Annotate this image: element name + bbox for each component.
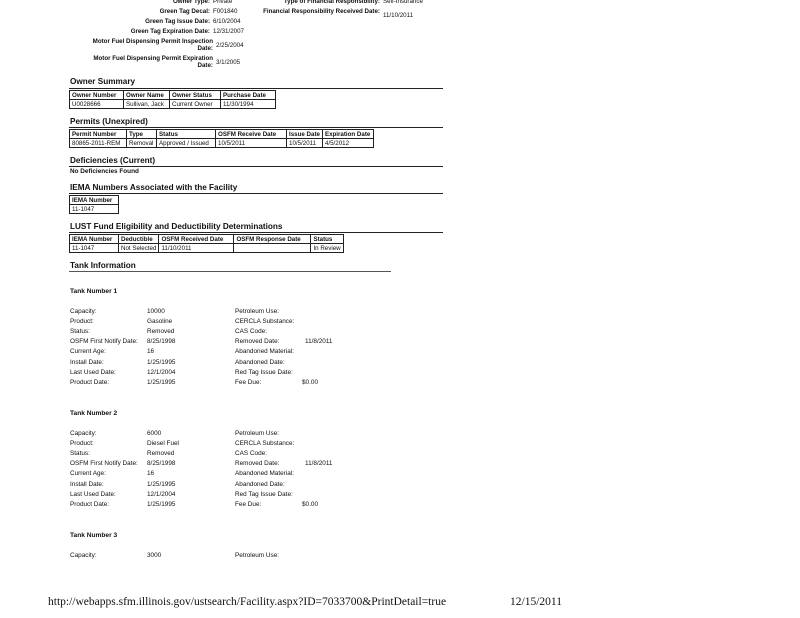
deficiencies-rule <box>69 166 443 167</box>
column-header: OSFM Receive Date <box>216 130 287 139</box>
table-cell: 11-1047 <box>70 244 119 253</box>
iema-title: IEMA Numbers Associated with the Facility <box>70 183 238 192</box>
column-header: Expiration Date <box>322 130 373 139</box>
header-value-green-tag-decal: F001840 <box>213 8 238 15</box>
permits-rule <box>69 127 443 128</box>
deficiencies-text: No Deficiencies Found <box>70 168 139 175</box>
header-label-financial-received: Financial Responsibility Received Date: <box>263 8 380 15</box>
table-cell: Approved / Issued <box>157 139 216 148</box>
tank-field-value: 1/25/1995 <box>147 378 176 386</box>
tank-field-label: CAS Code: <box>235 328 267 336</box>
table-cell: 11/10/2011 <box>159 244 234 253</box>
tank-field-value: 16 <box>147 348 155 356</box>
tank-field-value: Diesel Fuel <box>147 440 179 448</box>
table-cell: Current Owner <box>170 100 221 109</box>
column-header: Owner Status <box>170 91 221 100</box>
tank-field-value: 16 <box>147 470 155 478</box>
column-header: Purchase Date <box>221 91 276 100</box>
tank-field-label: OSFM First Notify Date: <box>70 460 138 468</box>
tank-field-label: Product Date: <box>70 500 110 508</box>
tank-field-value: 11/8/2011 <box>305 460 333 468</box>
tank-field-label: Abandoned Material: <box>235 348 294 356</box>
header-label-owner-type: Owner Type: <box>172 0 210 5</box>
column-header: OSFM Response Date <box>234 235 311 244</box>
tank-field-label: Fee Due: <box>235 378 262 386</box>
table-cell <box>234 244 311 253</box>
owner-summary-table <box>69 90 276 109</box>
tank-field-label: Current Age: <box>70 470 106 478</box>
header-value-financial-received: 11/10/2011 <box>383 12 414 19</box>
tank-title: Tank Number 1 <box>70 288 118 295</box>
tank-field-label: Current Age: <box>70 348 106 356</box>
table-cell: In Review <box>311 244 344 253</box>
table-cell: 10/5/2011 <box>287 139 323 148</box>
column-header: IEMA Number <box>70 235 119 244</box>
footer-url: http://webapps.sfm.illinois.gov/ustsearch/Facility.aspx?ID=7033700&PrintDetail=true <box>48 596 447 608</box>
tank-field-label: Capacity: <box>70 430 97 437</box>
column-header: Status <box>311 235 344 244</box>
tank-field-value: 1/25/1995 <box>147 358 176 366</box>
tank-field-value: $0.00 <box>302 378 318 386</box>
permits-title: Permits (Unexpired) <box>70 117 148 126</box>
table-header-row <box>70 196 119 205</box>
tank-field-value: $0.00 <box>302 500 318 508</box>
tank-field-label: Capacity: <box>70 308 97 315</box>
table-row <box>70 139 374 148</box>
header-value-mfd-inspection: 2/25/2004 <box>216 42 244 49</box>
header-value-mfd-expiration: 3/1/2005 <box>216 59 241 66</box>
column-header: Owner Name <box>124 91 170 100</box>
tank-field-label: Last Used Date: <box>70 368 116 376</box>
header-value-green-tag-expiration: 12/31/2007 <box>213 28 244 35</box>
column-header: Permit Number <box>70 130 127 139</box>
tank-field-label: Abandoned Date: <box>235 480 285 488</box>
lust-title: LUST Fund Eligibility and Deductibility Determinations <box>70 222 283 231</box>
tank-title: Tank Number 2 <box>70 410 118 417</box>
iema-rule <box>69 193 443 194</box>
tank-field-label: Fee Due: <box>235 500 262 508</box>
tank-field-label: Abandoned Date: <box>235 358 285 366</box>
tank-field-value: 8/25/1998 <box>147 460 176 468</box>
iema-table <box>69 195 119 214</box>
table-header-row <box>70 235 344 244</box>
column-header: Issue Date <box>287 130 323 139</box>
tank-field-label: Install Date: <box>70 480 104 488</box>
tank-field-label: Red Tag Issue Date: <box>235 368 293 376</box>
table-header-row <box>70 130 374 139</box>
tank-field-label: Red Tag Issue Date: <box>235 490 293 498</box>
tank-info-rule <box>69 271 391 272</box>
header-label-mfd-expiration: Motor Fuel Dispensing Permit Expiration Date: <box>93 55 213 69</box>
footer-date: 12/15/2011 <box>510 596 562 608</box>
header-value-financial-type: Self-Insurance <box>383 0 423 5</box>
column-header: Type <box>127 130 157 139</box>
tank-field-label: Status: <box>70 328 90 336</box>
tank-field-value: 12/1/2004 <box>147 490 176 498</box>
tank-field-label: CERCLA Substance: <box>235 440 295 448</box>
header-value-owner-type: Private <box>213 0 233 5</box>
column-header: Deductible <box>119 235 159 244</box>
header-label-green-tag-expiration: Green Tag Expiration Date: <box>130 28 210 35</box>
table-row <box>70 100 276 109</box>
tank-field-value: Removed <box>147 328 175 336</box>
table-cell: U0028666 <box>70 100 124 109</box>
tank-field-value: 10000 <box>147 308 165 315</box>
tank-field-label: OSFM First Notify Date: <box>70 338 138 346</box>
tank-field-label: Abandoned Material: <box>235 470 294 478</box>
table-cell: Sullivan, Jack <box>124 100 170 109</box>
tank-field-label: Removed Date: <box>235 460 280 468</box>
header-value-green-tag-issue: 6/10/2004 <box>213 18 241 25</box>
tank-field-label: Product: <box>70 318 94 326</box>
column-header: IEMA Number <box>70 196 119 205</box>
header-label-mfd-inspection: Motor Fuel Dispensing Permit Inspection Date: <box>92 38 213 52</box>
header-label-financial-type: Type of Financial Responsibility: <box>283 0 380 5</box>
table-cell: 80865-2011-REM <box>70 139 127 148</box>
tank-field-label: Petroleum Use: <box>235 552 280 559</box>
tank-field-value: 3000 <box>147 552 162 559</box>
header-label-green-tag-issue: Green Tag Issue Date: <box>145 18 210 25</box>
tank-field-label: Status: <box>70 450 90 458</box>
table-cell: Not Selected <box>119 244 159 253</box>
table-cell: 11-1047 <box>70 205 119 214</box>
deficiencies-title: Deficiencies (Current) <box>70 156 156 165</box>
tank-field-label: Petroleum Use: <box>235 430 280 437</box>
header-label-green-tag-decal: Green Tag Decal: <box>159 8 210 15</box>
tank-field-label: Install Date: <box>70 358 104 366</box>
column-header: Status <box>157 130 216 139</box>
tank-field-value: 1/25/1995 <box>147 480 176 488</box>
table-cell: 11/30/1994 <box>221 100 276 109</box>
table-header-row <box>70 91 276 100</box>
tank-field-value: 6000 <box>147 430 162 437</box>
tank-field-value: Removed <box>147 450 175 458</box>
tank-field-label: Capacity: <box>70 552 97 559</box>
tank-field-value: 1/25/1995 <box>147 500 176 508</box>
tank-field-label: Removed Date: <box>235 338 280 346</box>
lust-rule <box>69 232 443 233</box>
column-header: OSFM Received Date <box>159 235 234 244</box>
table-row <box>70 205 119 214</box>
owner-summary-title: Owner Summary <box>70 77 136 86</box>
tank-title: Tank Number 3 <box>70 532 118 539</box>
table-cell: 10/5/2011 <box>216 139 287 148</box>
lust-table <box>69 234 344 253</box>
tank-field-label: Last Used Date: <box>70 490 116 498</box>
tank-field-label: Petroleum Use: <box>235 308 280 315</box>
tank-field-value: Gasoline <box>147 318 173 326</box>
permits-table <box>69 129 374 148</box>
owner-summary-rule <box>69 88 443 89</box>
tank-field-value: 8/25/1998 <box>147 338 176 346</box>
tank-field-label: Product Date: <box>70 378 110 386</box>
column-header: Owner Number <box>70 91 124 100</box>
tank-field-value: 12/1/2004 <box>147 368 176 376</box>
tank-info-title: Tank Information <box>70 261 136 270</box>
tank-field-label: Product: <box>70 440 94 448</box>
table-cell: 4/5/2012 <box>322 139 373 148</box>
tank-field-label: CERCLA Substance: <box>235 318 295 326</box>
tank-field-label: CAS Code: <box>235 450 267 458</box>
table-cell: Removal <box>127 139 157 148</box>
tank-field-value: 11/8/2011 <box>305 338 333 346</box>
table-row <box>70 244 344 253</box>
